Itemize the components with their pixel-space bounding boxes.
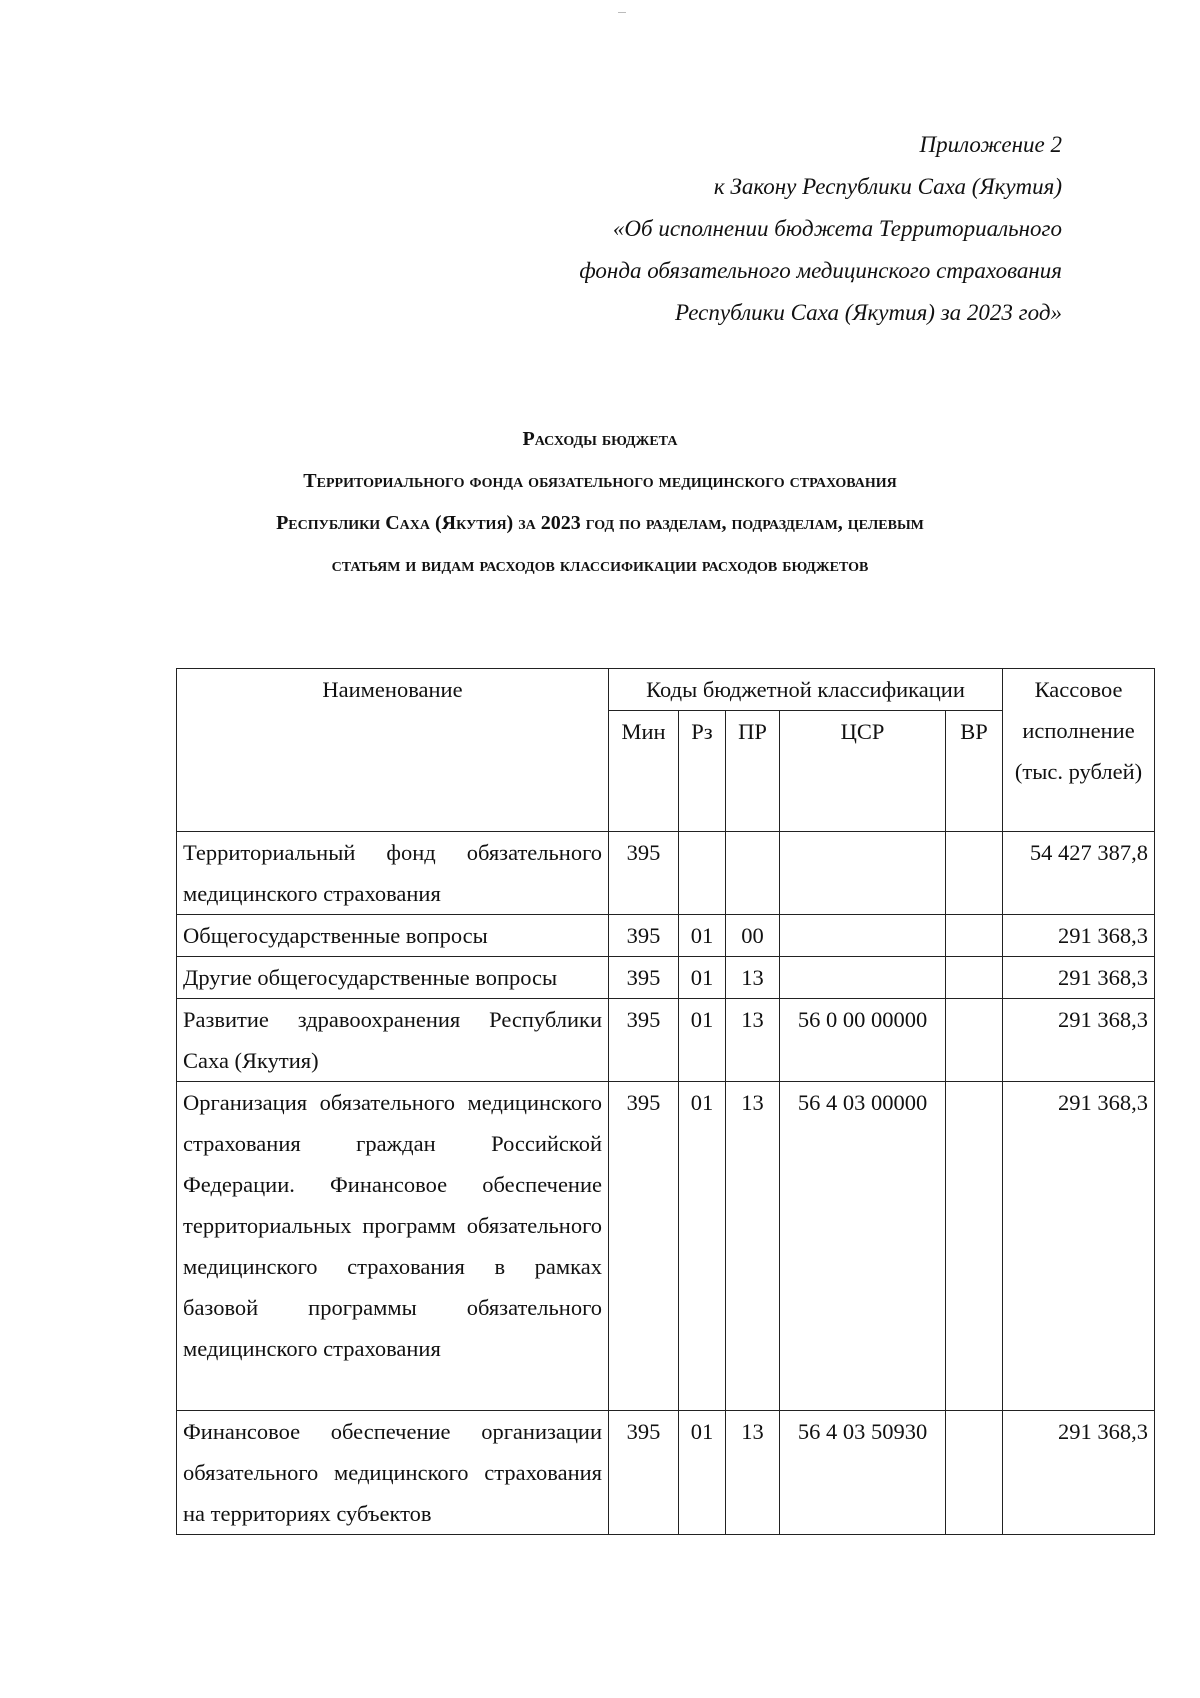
cell-vr bbox=[946, 1411, 1003, 1535]
title-line: Территориального фонда обязательного медицинского страхования bbox=[303, 470, 897, 492]
cell-sum: 291 368,3 bbox=[1003, 957, 1155, 999]
cell-pr bbox=[726, 832, 780, 915]
cell-name: Финансовое обеспечение организации обязательного медицинского страхования на территориях субъектов bbox=[177, 1411, 609, 1535]
cell-csr: 56 0 00 00000 bbox=[780, 999, 946, 1082]
appendix-line: Приложение 2 bbox=[919, 132, 1062, 157]
cell-min: 395 bbox=[609, 832, 679, 915]
cell-vr bbox=[946, 915, 1003, 957]
cell-vr bbox=[946, 1082, 1003, 1411]
header-codes: Коды бюджетной классификации bbox=[609, 669, 1003, 711]
cell-name: Территориальный фонд обязательного медицинского страхования bbox=[177, 832, 609, 915]
header-name: Наименование bbox=[177, 669, 609, 832]
cell-pr: 13 bbox=[726, 1411, 780, 1535]
header-sum: Кассовое исполнение (тыс. рублей) bbox=[1003, 669, 1155, 832]
cell-pr: 00 bbox=[726, 915, 780, 957]
cell-name: Организация обязательного медицинского страхования граждан Российской Федерации. Финансовое обеспечение территориальных программ обязательного медицинского страхования в рамках базовой программы обязательного медицинского страхования bbox=[177, 1082, 609, 1411]
cell-sum: 291 368,3 bbox=[1003, 915, 1155, 957]
cell-vr bbox=[946, 999, 1003, 1082]
cell-sum: 291 368,3 bbox=[1003, 1082, 1155, 1411]
cell-pr: 13 bbox=[726, 957, 780, 999]
cell-rz: 01 bbox=[679, 1082, 726, 1411]
cell-rz: 01 bbox=[679, 915, 726, 957]
appendix-line: фонда обязательного медицинского страхования bbox=[579, 258, 1062, 283]
cell-min: 395 bbox=[609, 999, 679, 1082]
title-line: Расходы бюджета bbox=[522, 428, 678, 450]
cell-min: 395 bbox=[609, 915, 679, 957]
appendix-line: «Об исполнении бюджета Территориального bbox=[612, 216, 1062, 241]
cell-rz: 01 bbox=[679, 1411, 726, 1535]
table-row bbox=[177, 957, 1155, 999]
expenditure-table bbox=[176, 668, 1155, 1535]
header-min: Мин bbox=[609, 711, 679, 832]
cell-name: Другие общегосударственные вопросы bbox=[177, 957, 609, 999]
cell-min: 395 bbox=[609, 1082, 679, 1411]
cell-pr: 13 bbox=[726, 999, 780, 1082]
title-line: Республики Саха (Якутия) за 2023 год по разделам, подразделам, целевым bbox=[276, 512, 924, 534]
cell-csr bbox=[780, 957, 946, 999]
table-header-row bbox=[177, 669, 1155, 711]
header-pr: ПР bbox=[726, 711, 780, 832]
scan-mark bbox=[618, 12, 626, 13]
cell-sum: 291 368,3 bbox=[1003, 1411, 1155, 1535]
table-row bbox=[177, 1411, 1155, 1535]
cell-pr: 13 bbox=[726, 1082, 780, 1411]
cell-csr: 56 4 03 00000 bbox=[780, 1082, 946, 1411]
header-rz: Рз bbox=[679, 711, 726, 832]
cell-csr: 56 4 03 50930 bbox=[780, 1411, 946, 1535]
appendix-line: к Закону Республики Саха (Якутия) bbox=[713, 174, 1062, 199]
appendix-note bbox=[442, 124, 1062, 334]
title-line: статьям и видам расходов классификации расходов бюджетов bbox=[331, 554, 869, 576]
document-title bbox=[150, 418, 1050, 586]
cell-csr bbox=[780, 832, 946, 915]
table-row bbox=[177, 832, 1155, 915]
table-row bbox=[177, 999, 1155, 1082]
cell-min: 395 bbox=[609, 957, 679, 999]
table-row bbox=[177, 915, 1155, 957]
header-vr: ВР bbox=[946, 711, 1003, 832]
cell-sum: 291 368,3 bbox=[1003, 999, 1155, 1082]
cell-min: 395 bbox=[609, 1411, 679, 1535]
table-row bbox=[177, 1082, 1155, 1411]
header-csr: ЦСР bbox=[780, 711, 946, 832]
cell-name: Развитие здравоохранения Республики Саха (Якутия) bbox=[177, 999, 609, 1082]
cell-rz bbox=[679, 832, 726, 915]
cell-name: Общегосударственные вопросы bbox=[177, 915, 609, 957]
cell-vr bbox=[946, 957, 1003, 999]
cell-vr bbox=[946, 832, 1003, 915]
cell-rz: 01 bbox=[679, 957, 726, 999]
cell-csr bbox=[780, 915, 946, 957]
appendix-line: Республики Саха (Якутия) за 2023 год» bbox=[675, 300, 1062, 325]
cell-rz: 01 bbox=[679, 999, 726, 1082]
cell-sum: 54 427 387,8 bbox=[1003, 832, 1155, 915]
